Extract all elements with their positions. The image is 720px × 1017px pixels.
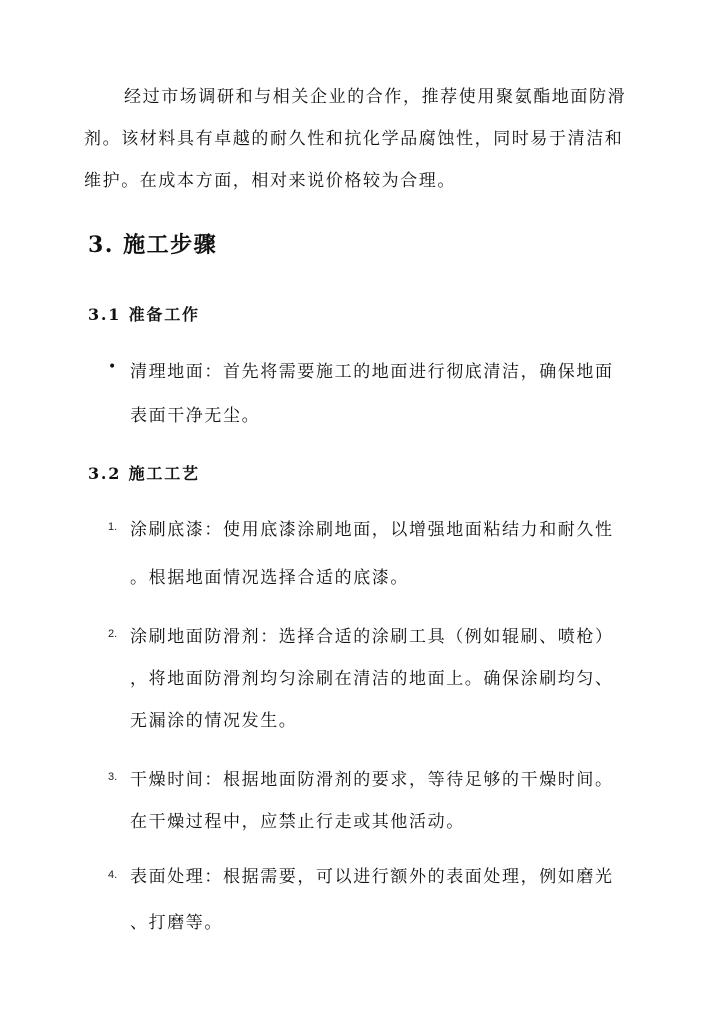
intro-paragraph xyxy=(84,76,644,202)
step-1-line-2: 。根据地面情况选择合适的底漆。 xyxy=(130,568,409,588)
subsection-heading-3-1: 3.1 准备工作 xyxy=(88,305,200,324)
step-2-line-3: 无漏涂的情况发生。 xyxy=(130,711,298,731)
step-4-line-2: 、打磨等。 xyxy=(130,913,223,933)
step-2-line-1: 涂刷地面防滑剂：选择合适的涂刷工具（例如辊刷、喷枪） xyxy=(130,627,614,647)
step-3-line-2: 在干燥过程中，应禁止行走或其他活动。 xyxy=(130,812,465,832)
step-number: 3. xyxy=(108,771,118,783)
prep-item-line-1: 清理地面：首先将需要施工的地面进行彻底清洁，确保地面 xyxy=(130,362,614,382)
intro-line-1: 经过市场调研和与相关企业的合作，推荐使用聚氨酯地面防滑 xyxy=(124,87,627,107)
step-number: 4. xyxy=(108,869,118,881)
prep-item-line-2: 表面干净无尘。 xyxy=(130,406,261,426)
intro-line-3: 维护。在成本方面，相对来说价格较为合理。 xyxy=(84,171,456,191)
section-heading: 3. 施工步骤 xyxy=(88,232,218,258)
step-2-line-2: ，将地面防滑剂均匀涂刷在清洁的地面上。确保涂刷均匀、 xyxy=(130,669,614,689)
bullet-icon: • xyxy=(108,359,117,375)
subsection-heading-3-2: 3.2 施工工艺 xyxy=(88,464,200,483)
step-number: 2. xyxy=(108,628,118,640)
intro-line-2: 剂。该材料具有卓越的耐久性和抗化学品腐蚀性，同时易于清洁和 xyxy=(84,129,624,149)
step-3-line-1: 干燥时间：根据地面防滑剂的要求，等待足够的干燥时间。 xyxy=(130,770,614,790)
step-number: 1. xyxy=(108,521,118,533)
step-1-line-1: 涂刷底漆：使用底漆涂刷地面，以增强地面粘结力和耐久性 xyxy=(130,520,614,540)
step-4-line-1: 表面处理：根据需要，可以进行额外的表面处理，例如磨光 xyxy=(130,867,614,887)
